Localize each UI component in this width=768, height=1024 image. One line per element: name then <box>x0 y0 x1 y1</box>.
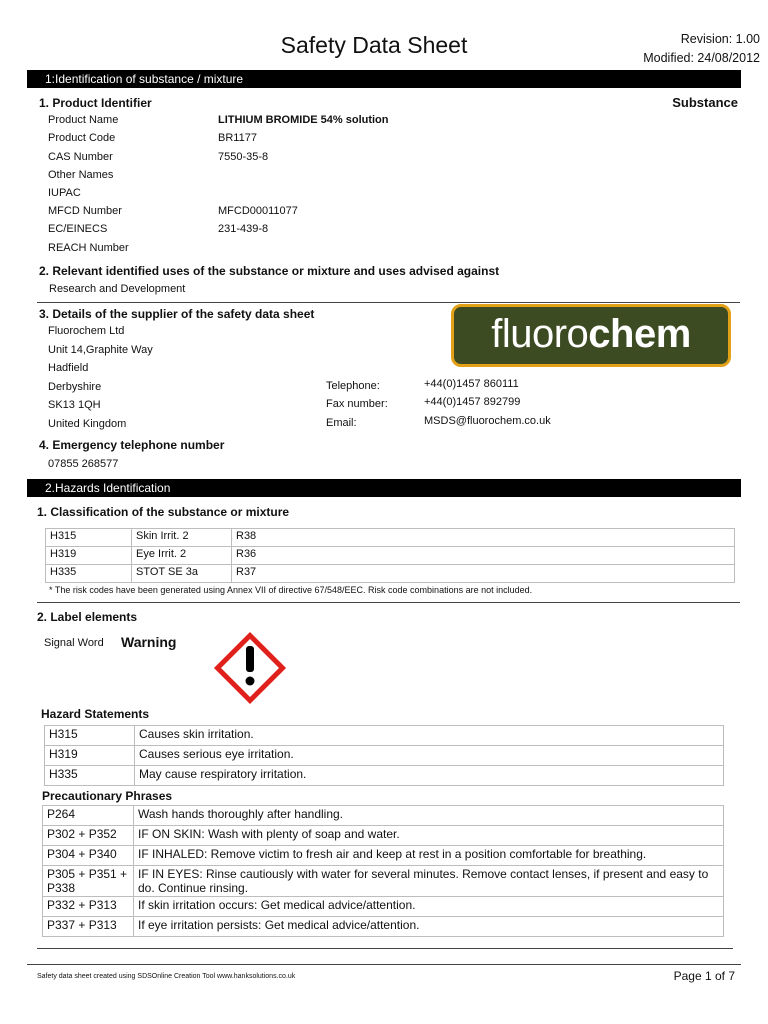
field-value: 7550-35-8 <box>218 151 269 163</box>
revision-info <box>643 30 760 68</box>
revision-text: Revision: 1.00 <box>680 32 760 46</box>
classification-table <box>45 528 735 583</box>
table-cell: P305 + P351 + P338 <box>43 866 134 897</box>
table-cell: If skin irritation occurs: Get medical advice/attention. <box>134 897 724 917</box>
field-value: LITHIUM BROMIDE 54% solution <box>218 114 389 126</box>
signal-word-value: Warning <box>121 634 177 650</box>
table-row <box>45 746 724 766</box>
address-line: Hadfield <box>48 362 89 374</box>
contact-label: Telephone: <box>326 380 380 392</box>
table-cell: P337 + P313 <box>43 917 134 937</box>
table-cell: Eye Irrit. 2 <box>132 547 232 565</box>
modified-text: Modified: 24/08/2012 <box>643 51 760 65</box>
contact-label: Fax number: <box>326 398 388 410</box>
address-line: Unit 14,Graphite Way <box>48 343 153 356</box>
classification-heading: 1. Classification of the substance or mixture <box>37 505 290 519</box>
contact-value: +44(0)1457 892799 <box>424 396 521 408</box>
field-value: BR1177 <box>218 132 257 144</box>
emergency-value: 07855 268577 <box>48 458 119 470</box>
page-number: Page 1 of 7 <box>673 969 735 983</box>
precautionary-heading: Precautionary Phrases <box>42 789 173 803</box>
table-cell: H335 <box>46 565 132 583</box>
fluorochem-logo: fluorochem <box>451 304 731 367</box>
field-label: REACH Number <box>48 242 129 254</box>
product-identifier-heading: 1. Product Identifier <box>39 96 152 110</box>
divider <box>37 948 733 949</box>
table-cell: P304 + P340 <box>43 846 134 866</box>
field-label: Other Names <box>48 169 114 181</box>
section-1-bar: 1:Identification of substance / mixture <box>27 70 741 88</box>
table-row <box>43 846 724 866</box>
table-cell: If eye irritation persists: Get medical advice/attention. <box>134 917 724 937</box>
address-line: SK13 1QH <box>48 399 101 411</box>
field-label: CAS Number <box>48 151 113 163</box>
table-cell: Wash hands thoroughly after handling. <box>134 806 724 826</box>
field-label: MFCD Number <box>48 205 122 217</box>
hazard-statements-heading: Hazard Statements <box>41 707 150 721</box>
label-elements-heading: 2. Label elements <box>37 610 138 624</box>
table-row <box>45 766 724 786</box>
uses-heading: 2. Relevant identified uses of the substance or mixture and uses advised against <box>39 264 500 278</box>
table-cell: P332 + P313 <box>43 897 134 917</box>
hazard-statements-table <box>44 725 724 786</box>
risk-note: * The risk codes have been generated using Annex VII of directive 67/548/EEC. Risk code combinations are not included. <box>49 585 533 595</box>
address-line: United Kingdom <box>48 417 127 430</box>
field-value: MFCD00011077 <box>218 205 298 217</box>
contact-value: +44(0)1457 860111 <box>424 378 519 390</box>
field-value: 231-439-8 <box>218 223 269 235</box>
table-cell: Causes serious eye irritation. <box>135 746 724 766</box>
table-row <box>43 917 724 937</box>
contact-label: Email: <box>326 417 357 429</box>
table-cell: H319 <box>45 746 135 766</box>
table-cell: May cause respiratory irritation. <box>135 766 724 786</box>
table-row <box>43 826 724 846</box>
table-cell: P302 + P352 <box>43 826 134 846</box>
divider <box>37 602 740 603</box>
footer-credit: Safety data sheet created using SDSOnline Creation Tool www.hanksolutions.co.uk <box>37 973 296 980</box>
page-title: Safety Data Sheet <box>280 32 468 58</box>
substance-label: Substance <box>672 95 738 110</box>
table-cell: IF INHALED: Remove victim to fresh air and keep at rest in a position comfortable for breathing. <box>134 846 724 866</box>
table-cell: H319 <box>46 547 132 565</box>
exclamation-mark-hazard-icon <box>212 630 288 706</box>
table-cell: H315 <box>46 529 132 547</box>
table-row <box>46 565 735 583</box>
table-cell: P264 <box>43 806 134 826</box>
address-line: Fluorochem Ltd <box>48 325 125 337</box>
table-cell: Skin Irrit. 2 <box>132 529 232 547</box>
footer-rule <box>27 964 741 965</box>
field-label: Product Name <box>48 114 119 126</box>
table-row <box>43 897 724 917</box>
address-line: Derbyshire <box>48 380 102 393</box>
field-label: Product Code <box>48 132 116 144</box>
uses-value: Research and Development <box>49 283 186 295</box>
divider <box>37 302 740 303</box>
table-row <box>45 726 724 746</box>
table-row <box>43 806 724 826</box>
table-row <box>46 547 735 565</box>
table-cell: R38 <box>232 529 735 547</box>
table-cell: Causes skin irritation. <box>135 726 724 746</box>
supplier-heading: 3. Details of the supplier of the safety data sheet <box>39 307 315 321</box>
table-cell: IF IN EYES: Rinse cautiously with water for several minutes. Remove contact lenses, if present and easy to do. Continue rinsing. <box>134 866 724 897</box>
table-cell: IF ON SKIN: Wash with plenty of soap and water. <box>134 826 724 846</box>
precautionary-table <box>42 805 724 937</box>
signal-word-label: Signal Word <box>44 637 104 649</box>
table-cell: STOT SE 3a <box>132 565 232 583</box>
table-cell: H315 <box>45 726 135 746</box>
table-row <box>46 529 735 547</box>
field-label: IUPAC <box>48 187 81 199</box>
table-cell: R37 <box>232 565 735 583</box>
table-cell: H335 <box>45 766 135 786</box>
field-label: EC/EINECS <box>48 223 108 235</box>
emergency-heading: 4. Emergency telephone number <box>39 438 225 452</box>
section-2-bar: 2.Hazards Identification <box>27 479 741 497</box>
table-cell: R36 <box>232 547 735 565</box>
table-row <box>43 866 724 897</box>
contact-value: MSDS@fluorochem.co.uk <box>424 415 551 427</box>
